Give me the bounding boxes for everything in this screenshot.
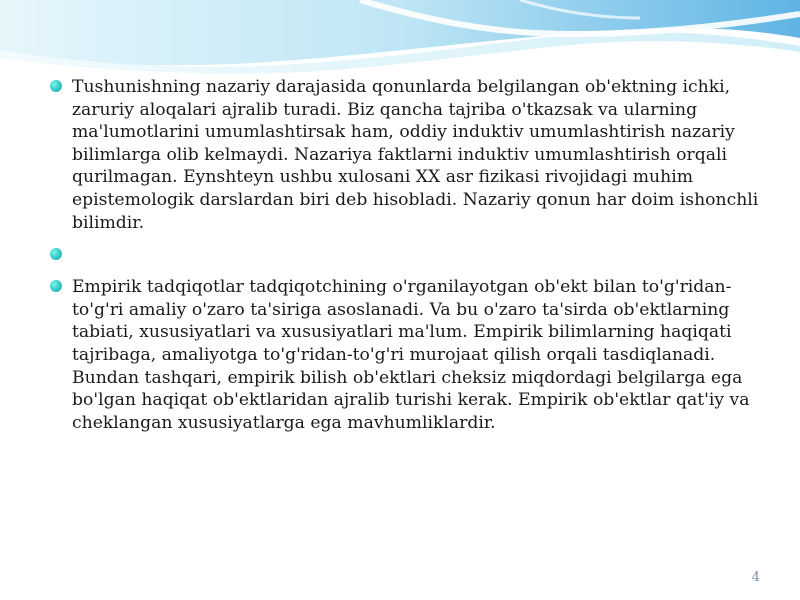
bullet-dot-icon	[50, 80, 62, 92]
page-number: 4	[751, 570, 760, 585]
bullet-item-3	[50, 276, 760, 434]
bullet-dot-icon	[50, 248, 62, 260]
bullet-text-1: Tushunishning nazariy darajasida qonunlarda belgilangan ob'ektning ichki, zaruriy aloqalari ajralib turadi. Biz qancha tajriba o'tkazsak va ularning ma'lumotlarini umumlashtirsak ham, oddiy induktiv umumlashtirish nazariy bilimlarga olib kelmaydi. Nazariya faktlarni induktiv umumlashtirish orqali qurilmagan. Eynshteyn ushbu xulosani XX asr fizikasi rivojidagi muhim epistemologik darslardan biri deb hisobladi. Nazariy qonun har doim ishonchli bilimdir.	[72, 77, 759, 233]
bullet-list	[50, 76, 760, 444]
wave-header-decoration	[0, 0, 800, 80]
bullet-item-2	[50, 244, 760, 266]
bullet-dot-icon	[50, 280, 62, 292]
bullet-item-1	[50, 76, 760, 234]
bullet-text-3: Empirik tadqiqotlar tadqiqotchining o'rganilayotgan ob'ekt bilan to'g'ridan-to'g'ri amaliy o'zaro ta'siriga asoslanadi. Va bu o'zaro ta'sirda ob'ektlarning tabiati, xususiyatlari va xususiyatlari ma'lum. Empirik bilimlarning haqiqati tajribaga, amaliyotga to'g'ridan-to'g'ri murojaat qilish orqali tasdiqlanadi. Bundan tashqari, empirik bilish ob'ektlari cheksiz miqdordagi belgilarga ega bo'lgan haqiqat ob'ektlaridan ajralib turishi kerak. Empirik ob'ektlar qat'iy va cheklangan xususiyatlarga ega mavhumliklardir.	[72, 277, 750, 433]
